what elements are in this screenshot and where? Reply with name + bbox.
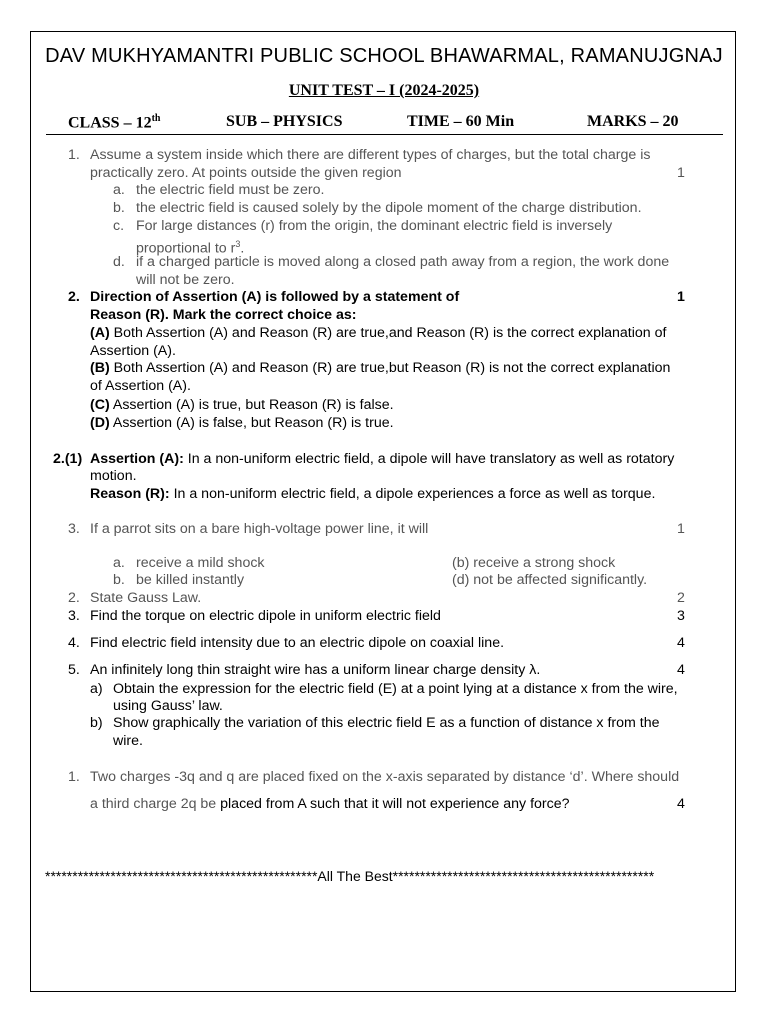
- q1-opt-d-line1: if a charged particle is moved along a closed path away from a region, the work done: [136, 254, 670, 270]
- q5-b-label: b): [90, 715, 103, 731]
- q-coax-text: Find electric field intensity due to an electric dipole on coaxial line.: [90, 635, 505, 651]
- q5-text: An infinitely long thin straight wire has a uniform linear charge density λ.: [90, 662, 541, 678]
- q3-opt-d: (d) not be affected significantly.: [452, 572, 648, 588]
- q-gauss-marks: 2: [677, 590, 685, 606]
- q-gauss-number: 2.: [68, 590, 80, 606]
- q-gauss-text: State Gauss Law.: [90, 590, 202, 606]
- q1-opt-c-line1: For large distances (r) from the origin, the dominant electric field is inversely: [136, 218, 613, 234]
- q2-choice-b: (B) Both Assertion (A) and Reason (R) are true,but Reason (R) is not the correct explanation: [90, 360, 671, 376]
- q3-opt-b: (b) receive a strong shock: [452, 555, 616, 571]
- q1-opt-a: the electric field must be zero.: [136, 182, 325, 198]
- q5-b-line2: wire.: [113, 733, 143, 749]
- q2-line1: Direction of Assertion (A) is followed by a statement of: [90, 289, 460, 305]
- q3-opt-a: receive a mild shock: [136, 555, 265, 571]
- q2-choice-b-cont: of Assertion (A).: [90, 378, 191, 394]
- test-title: UNIT TEST – I (2024-2025): [288, 82, 480, 99]
- footer-all-the-best: **************************************************All The Best************************************************: [45, 868, 655, 884]
- q3-text: If a parrot sits on a bare high-voltage power line, it will: [90, 521, 429, 537]
- q-charges-marks: 4: [677, 796, 685, 812]
- q1-opt-c-label: c.: [113, 218, 125, 234]
- q1-opt-d-label: d.: [113, 254, 125, 270]
- q1-opt-b: the electric field is caused solely by the dipole moment of the charge distribution.: [136, 200, 642, 216]
- q5-a-label: a): [90, 681, 103, 697]
- q-charges-line2: a third charge 2q be placed from A such that it will not experience any force?: [90, 796, 570, 812]
- q3-number: 3.: [68, 521, 80, 537]
- q1-marks: 1: [677, 165, 685, 181]
- q2-line2: Reason (R). Mark the correct choice as:: [90, 307, 357, 323]
- q3-opt-a-label: a.: [113, 555, 125, 571]
- q-torque-number: 3.: [68, 608, 80, 624]
- q5-b-line1: Show graphically the variation of this electric field E as a function of distance x from the: [113, 715, 660, 731]
- q3-opt-b2: be killed instantly: [136, 572, 245, 588]
- q1-opt-a-label: a.: [113, 182, 125, 198]
- header-rule: [46, 134, 723, 135]
- q1-opt-b-label: b.: [113, 200, 125, 216]
- q2-1-number: 2.(1): [53, 451, 83, 467]
- q5-marks: 4: [677, 662, 685, 678]
- q2-choice-d: (D) Assertion (A) is false, but Reason (R) is true.: [90, 415, 394, 431]
- q3-marks: 1: [677, 521, 685, 537]
- q1-line1: Assume a system inside which there are different types of charges, but the total charge is: [90, 147, 651, 163]
- subject-label: SUB – PHYSICS: [226, 113, 343, 130]
- q2-choice-c: (C) Assertion (A) is true, but Reason (R) is false.: [90, 397, 394, 413]
- q5-number: 5.: [68, 662, 80, 678]
- q2-number: 2.: [68, 289, 80, 305]
- q-coax-number: 4.: [68, 635, 80, 651]
- q5-a-line2: using Gauss’ law.: [113, 698, 223, 714]
- q2-marks: 1: [677, 289, 685, 305]
- q1-number: 1.: [68, 147, 80, 163]
- q2-choice-a: (A) Both Assertion (A) and Reason (R) are true,and Reason (R) is the correct explanation of: [90, 325, 667, 341]
- time-label: TIME – 60 Min: [407, 113, 515, 130]
- marks-label: MARKS – 20: [587, 113, 679, 130]
- q1-opt-d-line2: will not be zero.: [136, 272, 235, 288]
- q-torque-text: Find the torque on electric dipole in uniform electric field: [90, 608, 441, 624]
- q5-a-line1: Obtain the expression for the electric field (E) at a point lying at a distance x from the wire,: [113, 681, 678, 697]
- q-charges-line1: Two charges -3q and q are placed fixed on the x-axis separated by distance ‘d’. Where should: [90, 769, 680, 785]
- q-charges-number: 1.: [68, 769, 80, 785]
- q-torque-marks: 3: [677, 608, 685, 624]
- q2-1-assertion-cont: motion.: [90, 468, 137, 484]
- school-name: DAV MUKHYAMANTRI PUBLIC SCHOOL BHAWARMAL, RAMANUJGNAJ: [45, 45, 723, 67]
- q-coax-marks: 4: [677, 635, 685, 651]
- class-label: CLASS – 12th: [68, 113, 161, 132]
- q2-choice-a-cont: Assertion (A).: [90, 343, 176, 359]
- q1-line2: practically zero. At points outside the given region: [90, 165, 402, 181]
- q3-opt-b2-label: b.: [113, 572, 125, 588]
- q1-opt-c-line2: proportional to $r^3$.: [136, 239, 245, 257]
- q2-1-assertion: Assertion (A): In a non-uniform electric field, a dipole will have translatory as well as rotatory: [90, 451, 675, 467]
- q2-1-reason: Reason (R): In a non-uniform electric field, a dipole experiences a force as well as torque.: [90, 486, 656, 502]
